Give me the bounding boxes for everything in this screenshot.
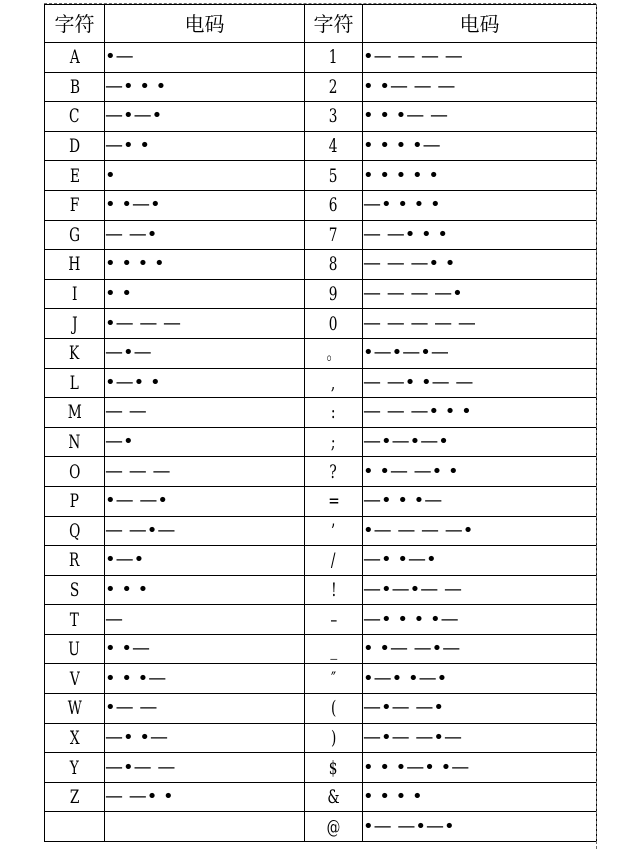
left-code-cell: —•—	[105, 338, 305, 368]
table-row	[45, 605, 597, 635]
right-char-cell	[305, 605, 363, 635]
left-char-text: Y	[69, 756, 80, 779]
right-char-text: =	[327, 490, 340, 513]
left-char-text: R	[69, 549, 80, 572]
left-char-cell	[45, 161, 105, 191]
right-char-cell	[305, 279, 363, 309]
right-code-cell: •—•—•—	[363, 338, 597, 368]
left-code-cell: • • •—	[105, 664, 305, 694]
right-code-cell: • • • •—	[363, 131, 597, 161]
header-char-right: 字符	[305, 5, 363, 43]
left-code-cell: — —• •	[105, 782, 305, 812]
left-char-text: G	[69, 223, 80, 246]
left-code-cell: —• •—	[105, 723, 305, 753]
left-char-text: P	[69, 490, 80, 513]
left-char-text: H	[68, 253, 81, 276]
left-char-text: V	[69, 667, 80, 690]
right-char-text: ?	[329, 460, 338, 483]
right-code-cell: —• • •—	[363, 486, 597, 516]
right-char-cell	[305, 575, 363, 605]
left-char-cell	[45, 368, 105, 398]
left-char-cell	[45, 605, 105, 635]
right-code-cell: • • • •	[363, 782, 597, 812]
header-row	[45, 5, 597, 43]
left-code-cell: • • • •	[105, 250, 305, 280]
right-char-text: 4	[329, 135, 338, 158]
right-code-cell: —• • • •—	[363, 605, 597, 635]
header-code-right: 电码	[363, 5, 597, 43]
left-char-text: T	[69, 608, 80, 631]
table-row	[45, 338, 597, 368]
left-char-cell	[45, 664, 105, 694]
right-code-cell: • • • • •	[363, 161, 597, 191]
left-code-cell: —•—•	[105, 102, 305, 132]
left-char-text: N	[68, 431, 81, 454]
left-char-text: F	[69, 194, 80, 217]
left-code-cell: • • •	[105, 575, 305, 605]
table-row	[45, 398, 597, 428]
right-char-text: ,	[331, 371, 336, 394]
right-char-text: –	[330, 608, 337, 631]
right-code-cell: — — —• •	[363, 250, 597, 280]
right-code-cell: • • •— —	[363, 102, 597, 132]
morse-code-table	[44, 4, 597, 842]
left-code-cell: • •—	[105, 634, 305, 664]
left-code-cell: • •—•	[105, 190, 305, 220]
left-code-cell: —• • •	[105, 72, 305, 102]
table-row	[45, 368, 597, 398]
right-code-cell: •— —•—•	[363, 812, 597, 842]
right-char-cell	[305, 427, 363, 457]
table-row	[45, 279, 597, 309]
left-char-text: D	[69, 135, 80, 158]
right-char-text: 5	[329, 164, 338, 187]
right-char-cell	[305, 694, 363, 724]
right-char-text: $	[329, 756, 338, 779]
table-row	[45, 634, 597, 664]
table-row	[45, 753, 597, 783]
left-char-text: X	[69, 726, 80, 749]
left-code-cell: — —•	[105, 220, 305, 250]
left-code-cell: — —•—	[105, 516, 305, 546]
left-char-cell	[45, 338, 105, 368]
left-char-cell	[45, 516, 105, 546]
right-char-cell	[305, 161, 363, 191]
right-code-cell: — — — —•	[363, 279, 597, 309]
right-char-cell	[305, 250, 363, 280]
right-char-text: ″	[330, 667, 337, 690]
table-row	[45, 486, 597, 516]
left-char-cell	[45, 634, 105, 664]
right-char-text: 6	[329, 194, 338, 217]
right-char-cell	[305, 664, 363, 694]
left-char-text: L	[69, 371, 80, 394]
table-row	[45, 102, 597, 132]
left-char-text: Z	[69, 786, 80, 809]
right-char-text: @	[326, 815, 341, 838]
table-row	[45, 664, 597, 694]
left-char-cell	[45, 43, 105, 73]
right-char-text: 9	[329, 283, 338, 306]
left-char-cell	[45, 398, 105, 428]
left-char-text: Q	[68, 519, 81, 542]
right-char-text: ’	[331, 519, 336, 542]
right-char-text: 8	[329, 253, 338, 276]
right-char-text: 。	[326, 342, 341, 365]
right-code-cell: —•—•— —	[363, 575, 597, 605]
left-code-cell	[105, 812, 305, 842]
right-code-cell: —•—•—•	[363, 427, 597, 457]
table-row	[45, 516, 597, 546]
left-char-text: K	[69, 342, 80, 365]
table-row	[45, 723, 597, 753]
left-code-cell: •—•	[105, 546, 305, 576]
left-char-cell	[45, 575, 105, 605]
right-code-cell: —•— —•	[363, 694, 597, 724]
table-row	[45, 812, 597, 842]
right-code-cell: • •— —• •	[363, 457, 597, 487]
left-char-text: B	[69, 75, 80, 98]
right-char-text: &	[327, 786, 340, 809]
right-char-cell	[305, 102, 363, 132]
right-char-text: 7	[329, 223, 338, 246]
left-char-text: I	[71, 283, 78, 306]
table-row	[45, 190, 597, 220]
left-char-cell	[45, 486, 105, 516]
left-char-text: E	[69, 164, 80, 187]
left-code-cell: —•— —	[105, 753, 305, 783]
table-row	[45, 427, 597, 457]
right-char-cell	[305, 338, 363, 368]
left-char-text: M	[67, 401, 82, 424]
right-code-cell: —•— —•—	[363, 723, 597, 753]
right-code-cell: •—• •—•	[363, 664, 597, 694]
right-char-text: (	[330, 697, 337, 720]
left-char-cell	[45, 457, 105, 487]
left-code-cell: — — —	[105, 457, 305, 487]
table-row	[45, 43, 597, 73]
right-char-cell	[305, 812, 363, 842]
morse-code-table-container	[44, 4, 596, 842]
table-body	[45, 43, 597, 842]
left-char-text: A	[69, 46, 80, 69]
header-char-left: 字符	[45, 5, 105, 43]
left-char-cell	[45, 102, 105, 132]
left-char-cell	[45, 782, 105, 812]
right-char-cell	[305, 309, 363, 339]
right-char-cell	[305, 486, 363, 516]
right-code-cell: —• • • •	[363, 190, 597, 220]
left-code-cell: •—	[105, 43, 305, 73]
left-code-cell: —	[105, 605, 305, 635]
left-code-cell: •— —	[105, 694, 305, 724]
left-char-cell	[45, 427, 105, 457]
right-code-cell: — — —• • •	[363, 398, 597, 428]
right-char-cell	[305, 43, 363, 73]
right-code-cell: • • •—• •—	[363, 753, 597, 783]
right-code-cell: •— — — —•	[363, 516, 597, 546]
right-code-cell: • •— —•—	[363, 634, 597, 664]
right-char-text: 3	[329, 105, 338, 128]
right-code-cell: •— — — —	[363, 43, 597, 73]
left-char-cell	[45, 723, 105, 753]
table-row	[45, 694, 597, 724]
right-char-text: 1	[329, 46, 338, 69]
left-char-cell	[45, 131, 105, 161]
table-row	[45, 72, 597, 102]
table-row	[45, 161, 597, 191]
right-code-cell: • •— — —	[363, 72, 597, 102]
right-char-cell	[305, 723, 363, 753]
left-code-cell: •—• •	[105, 368, 305, 398]
table-row	[45, 575, 597, 605]
left-code-cell: —•	[105, 427, 305, 457]
right-char-cell	[305, 634, 363, 664]
left-char-cell	[45, 546, 105, 576]
right-char-text: 0	[329, 312, 338, 335]
right-code-cell: — — — — —	[363, 309, 597, 339]
left-char-cell	[45, 220, 105, 250]
left-char-cell	[45, 694, 105, 724]
table-row	[45, 782, 597, 812]
left-code-cell: • •	[105, 279, 305, 309]
left-char-cell	[45, 812, 105, 842]
right-char-text: 2	[329, 75, 338, 98]
left-char-text: O	[68, 460, 81, 483]
right-char-cell	[305, 457, 363, 487]
left-char-cell	[45, 309, 105, 339]
table-row	[45, 131, 597, 161]
left-char-cell	[45, 72, 105, 102]
right-char-cell	[305, 753, 363, 783]
right-char-text: )	[330, 726, 337, 749]
left-code-cell: •— —•	[105, 486, 305, 516]
left-char-cell	[45, 250, 105, 280]
left-code-cell: •— — —	[105, 309, 305, 339]
left-char-cell	[45, 279, 105, 309]
table-row	[45, 250, 597, 280]
left-char-text: W	[67, 697, 82, 720]
right-char-cell	[305, 220, 363, 250]
right-char-text: :	[331, 401, 336, 424]
right-code-cell: — —• •— —	[363, 368, 597, 398]
left-code-cell: — —	[105, 398, 305, 428]
left-char-text: C	[69, 105, 80, 128]
left-code-cell: —• •	[105, 131, 305, 161]
right-char-cell	[305, 516, 363, 546]
header-code-left: 电码	[105, 5, 305, 43]
right-char-cell	[305, 368, 363, 398]
right-code-cell: — —• • •	[363, 220, 597, 250]
right-char-cell	[305, 782, 363, 812]
left-char-text: S	[69, 578, 80, 601]
right-char-text: _	[330, 638, 337, 661]
right-char-cell	[305, 72, 363, 102]
right-char-text: !	[330, 578, 337, 601]
left-char-text: U	[68, 638, 81, 661]
right-code-cell: —• •—•	[363, 546, 597, 576]
left-char-text: J	[71, 312, 78, 335]
table-row	[45, 309, 597, 339]
table-row	[45, 220, 597, 250]
right-char-text: /	[331, 549, 336, 572]
table-row	[45, 457, 597, 487]
right-char-cell	[305, 131, 363, 161]
left-char-cell	[45, 753, 105, 783]
left-code-cell: •	[105, 161, 305, 191]
table-row	[45, 546, 597, 576]
right-char-cell	[305, 398, 363, 428]
right-char-cell	[305, 190, 363, 220]
left-char-cell	[45, 190, 105, 220]
right-char-cell	[305, 546, 363, 576]
right-char-text: ;	[331, 431, 336, 454]
right-dashed-border	[596, 4, 597, 849]
